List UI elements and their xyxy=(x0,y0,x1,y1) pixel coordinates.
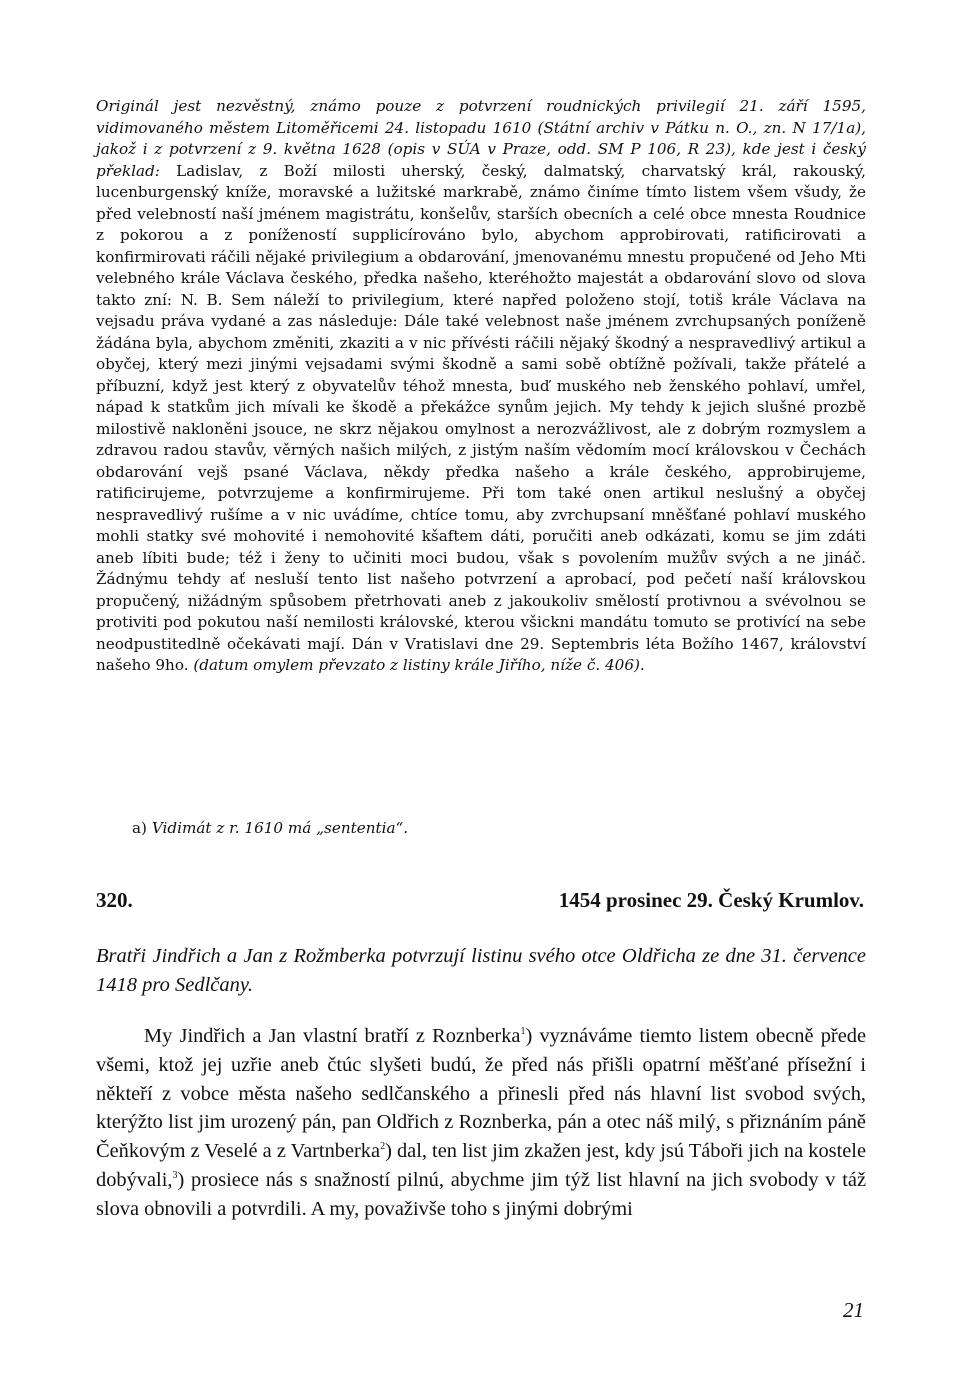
footnote-marker: a) xyxy=(132,819,147,837)
page-number: 21 xyxy=(843,1298,864,1322)
text-run: ) vyznáváme tiemto listem obecně přede všemi, ktož jej uzřie aneb čtúc slyšeti budú, že před nás přišli opatrní měšťané přísežní i někteří z vobce města našeho sedlčanského a přinesli před nás hlavní list svobod svých, kterýžto list jim urozený pán, pan Oldřich z Roznberka, pán a otec náš milý, s přiznáním páně Čeňkovým z Veselé a z Vartnberka xyxy=(96,1025,866,1163)
paragraph xyxy=(96,96,866,677)
footnote-ref: 3 xyxy=(172,1170,178,1182)
text-run: ) dal, ten list jim zkažen jest, kdy jsú Táboři jich na kostele dobývali, xyxy=(96,1140,867,1191)
text-run: ) prosiece nás s snažností pilnú, abychme jim týž list hlavní na jich svobody v táž slova obnovili a potvrdili. A my, považivše toho s jinými dobrými xyxy=(96,1168,866,1220)
footnote xyxy=(96,818,866,839)
paragraph xyxy=(96,1022,866,1224)
source-note: Originál jest nezvěstný, známo pouze z potvrzení roudnických privilegií 21. září 1595, vidimovaného městem Litoměřicemi 24. listopadu 1610 (Státní archiv v Pátku n. O., zn. N 17/1a), jakož i z potvrzení z 9. května 1628 (opis v SÚA v Praze, odd. SM P 106, R 23), kde jest i český překlad: xyxy=(96,97,866,180)
text-run: My Jindřich a Jan vlastní bratří z Roznberka xyxy=(144,1025,521,1047)
entry-number: 320. xyxy=(96,888,133,912)
charter-text xyxy=(96,1022,866,1224)
continuation-paragraph xyxy=(96,96,866,677)
date-note: (datum omylem převzato z listiny krále Jiřího, níže č. 406). xyxy=(193,656,645,674)
regest: Bratři Jindřich a Jan z Rožmberka potvrzují listinu svého otce Oldřicha ze dne 31. července 1418 pro Sedlčany. xyxy=(96,945,866,996)
entry-heading xyxy=(96,888,866,918)
translation-text: Ladislav, z Boží milosti uherský, český, dalmatský, charvatský král, rakouský, lucenburgenský kníže, moravské a lužitské markrabě, známo činíme tímto listem všem všudy, že před velebností naší jménem magistrátu, konšelův, starších obecních a celé obce mnesta Roudnice z pokorou a z ponížeností supplicírováno bylo, abychom approbirovati, ratificirovati a konfirmirovati ráčili nějaké privilegium a obdarování, jmenovanému mnestu propučené od Jeho Mti velebného krále Václava českého, předka našeho, kteréhožto majestát a obdarování slovo od slova takto zní: N. B. Sem náleží to privilegium, které napřed položeno stojí, totiš krále Václava na vejsadu práva vydané a zas následuje: Dále také velebnost naše jménem zvrchupsaných poníženě žádána byla, abychom změniti, zkaziti a v nic přívésti ráčili nějaký škodný a nespravedlivý artikul a obyčej, který mezi jinými vejsadami svými škodně a sami sobě obtížně požívali, takže přátelé a příbuzní, když jest který z obyvatelův téhož mnesta, buď muského neb ženského pohlaví, umřel, nápad k statkům jich mívali ke škodě a překážce synům jejich. My tehdy k jejich slušné prozbě milostivě nakloněni jsouce, ne skrz nějakou omylnost a nerozvážlivost, ale z dobrým rozmyslem a zdravou radou stavův, věrných našich milých, z jistým naším vědomím mocí královskou v Čechách obdarování vejš psané Václava, někdy předka našeho a krále českého, approbirujeme, ratificirujeme, potvrzujeme a konfirmirujeme. Při tom také onen artikul neslušný a obyčej nespravedlivý rušíme a v nic uvádíme, chtíce tomu, aby zvrchupsaní mněšťané pohlaví muského mohli statky své mohovité i nemohovité kšaftem dáti, poručiti aneb odkázati, komu se jim zdáti aneb líbiti bude; též i ženy to učiniti moci budou, však s povolením mužův svých a ne jináč. Žádnýmu tehdy ať nesluší tento list našeho potvrzení a aprobací, pod pečetí naší královskou propučený, nižádným spůsobem přetrhovati aneb z jakoukoliv smělostí protivnou a svévolnou se protiviti pod pokutou naší nemilosti královské, kterou všickni mandátu tomuto se protivící na sebe neodpustitedlně očekávati mají. Dán v Vratislavi dne 29. Septembris léta Božího 1467, království našeho 9ho. xyxy=(96,161,867,674)
footnote-ref: 1 xyxy=(520,1026,526,1038)
footnote-text: Vidimát z r. 1610 má „sententia“. xyxy=(151,819,409,837)
entry-date-place: 1454 prosinec 29. Český Krumlov. xyxy=(558,888,864,912)
footnote-ref: 2 xyxy=(380,1141,386,1153)
